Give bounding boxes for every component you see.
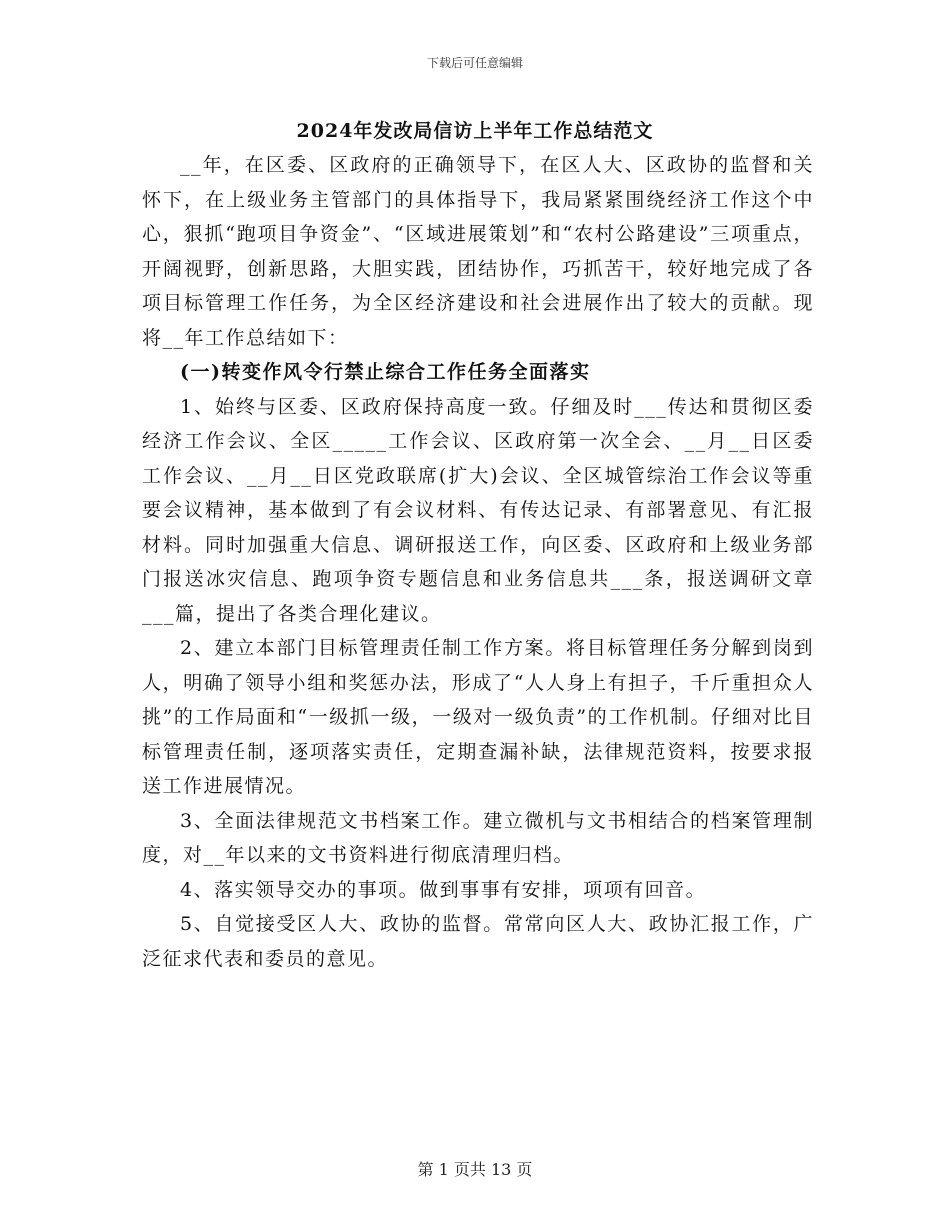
page-number: 第 1 页共 13 页 [417, 1160, 533, 1179]
item-paragraph-5: 5、自觉接受区人大、政协的监督。常常向区人大、政协汇报工作，广泛征求代表和委员的意见。 [142, 913, 814, 970]
item-paragraph-3: 3、全面法律规范文书档案工作。建立微机与文书相结合的档案管理制度，对__年以来的文书资料进行彻底清理归档。 [142, 809, 814, 866]
header-note: 下载后可任意编辑 [426, 56, 523, 70]
item-paragraph-1: 1、始终与区委、区政府保持高度一致。仔细及时___传达和贯彻区委经济工作会议、全区_____工作会议、区政府第一次全会、__月__日区委工作会议、__月__日区党政联席(扩大)会议、全区城管综治工作会议等重要会议精神，基本做到了有会议材料、有传达记录、有部署意见、有汇报材料。同时加强重大信息、调研报送工作，向区委、区政府和上级业务部门报送冰灾信息、跑项争资专题信息和业务信息共___条，报送调研文章___篇，提出了各类合理化建议。 [142, 395, 814, 625]
document-title: 2024年发改局信访上半年工作总结范文 [296, 120, 654, 142]
item-paragraph-2: 2、建立本部门目标管理责任制工作方案。将目标管理任务分解到岗到人，明确了领导小组和奖惩办法，形成了“人人身上有担子，千斤重担众人挑”的工作局面和“一级抓一级，一级对一级负责”的工作机制。仔细对比目标管理责任制，逐项落实责任，定期查漏补缺，法律规范资料，按要求报送工作进展情况。 [142, 637, 814, 797]
item-paragraph-4: 4、落实领导交办的事项。做到事事有安排，项项有回音。 [180, 878, 707, 901]
document-body [142, 148, 814, 976]
section-heading: (一)转变作风令行禁止综合工作任务全面落实 [180, 361, 591, 383]
intro-paragraph: __年，在区委、区政府的正确领导下，在区人大、区政协的监督和关怀下，在上级业务主管部门的具体指导下，我局紧紧围绕经济工作这个中心，狠抓“跑项目争资金”、“区域进展策划”和“农村公路建设”三项重点，开阔视野，创新思路，大胆实践，团结协作，巧抓苦干，较好地完成了各项目标管理工作任务，为全区经济建设和社会进展作出了较大的贡献。现将__年工作总结如下： [142, 154, 814, 349]
